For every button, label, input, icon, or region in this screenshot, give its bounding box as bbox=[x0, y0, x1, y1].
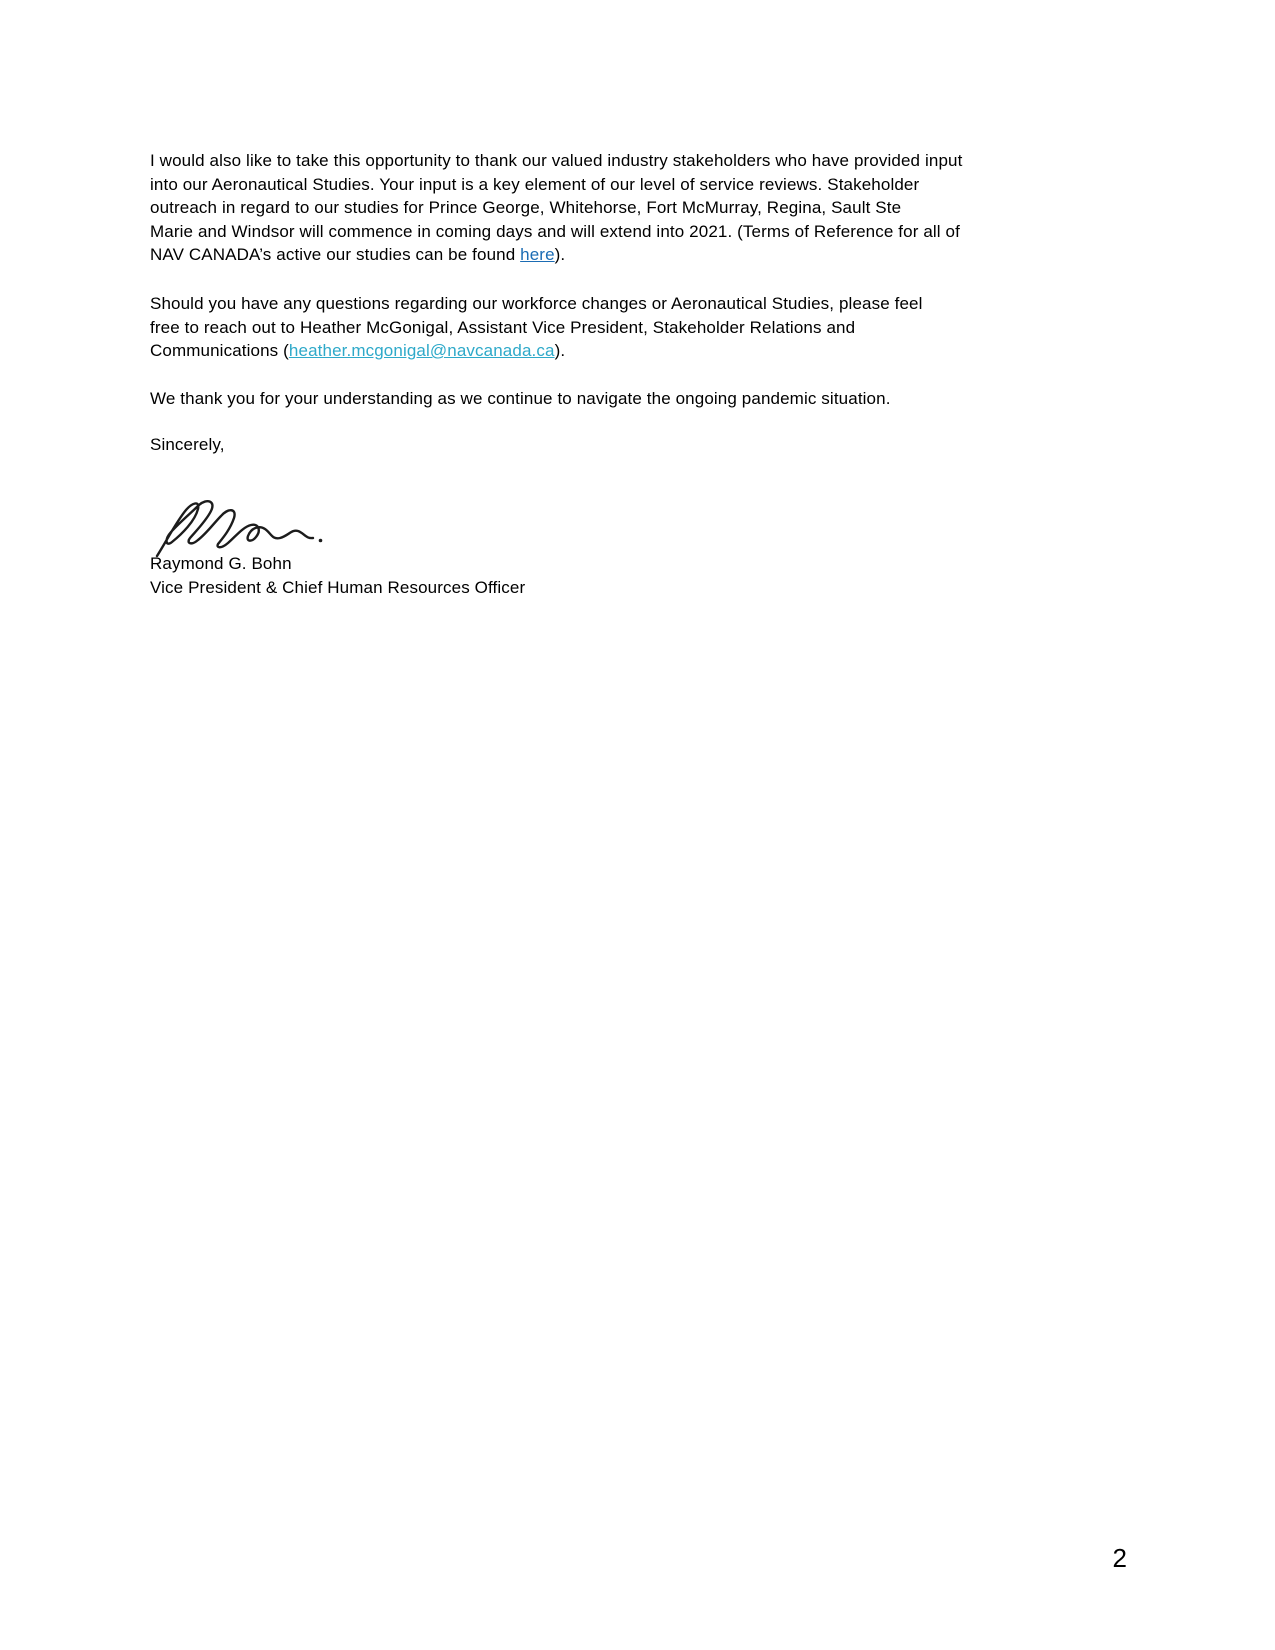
signature-dot bbox=[319, 539, 323, 543]
paragraph-3-line-1: We thank you for your understanding as we continue to navigate the ongoing pandemic situation. bbox=[150, 389, 891, 408]
paragraph-1-line-5 bbox=[150, 243, 1135, 267]
paragraph-1-line-5-post: ). bbox=[554, 245, 566, 264]
paragraph-1 bbox=[150, 149, 1135, 267]
paragraph-1-line-1: I would also like to take this opportunity to thank our valued industry stakeholders who have provided input bbox=[150, 151, 963, 170]
email-link[interactable]: heather.mcgonigal@navcanada.ca bbox=[288, 341, 555, 360]
page-number: 2 bbox=[1112, 1543, 1127, 1573]
closing-text: Sincerely, bbox=[150, 435, 225, 454]
signature-block bbox=[150, 552, 1135, 599]
paragraph-2-line-3 bbox=[150, 339, 1135, 363]
paragraph-2-line-3-pre: Communications ( bbox=[150, 341, 289, 360]
page-footer bbox=[150, 1542, 1127, 1574]
signer-title: Vice President & Chief Human Resources Officer bbox=[150, 577, 526, 597]
signature-stroke bbox=[157, 501, 313, 556]
paragraph-2-line-2: free to reach out to Heather McGonigal, Assistant Vice President, Stakeholder Relations and bbox=[150, 317, 856, 337]
paragraph-1-line-5-pre: NAV CANADA’s active our studies can be found bbox=[150, 245, 521, 264]
paragraph-2 bbox=[150, 292, 1135, 363]
terms-of-reference-here-link[interactable]: here bbox=[520, 245, 555, 264]
closing-salutation bbox=[150, 433, 1135, 457]
paragraph-2-line-3-post: ). bbox=[554, 341, 566, 360]
paragraph-1-line-3: outreach in regard to our studies for Prince George, Whitehorse, Fort McMurray, Regina, Sault Ste bbox=[150, 198, 902, 217]
paragraph-3 bbox=[150, 387, 1135, 411]
paragraph-1-line-4: Marie and Windsor will commence in coming days and will extend into 2021. (Terms of Reference for all of bbox=[150, 221, 960, 241]
paragraph-1-line-2: into our Aeronautical Studies. Your input is a key element of our level of service reviews. Stakeholder bbox=[150, 174, 920, 194]
signer-name: Raymond G. Bohn bbox=[150, 554, 292, 573]
paragraph-2-line-1: Should you have any questions regarding our workforce changes or Aeronautical Studies, please feel bbox=[150, 294, 923, 313]
